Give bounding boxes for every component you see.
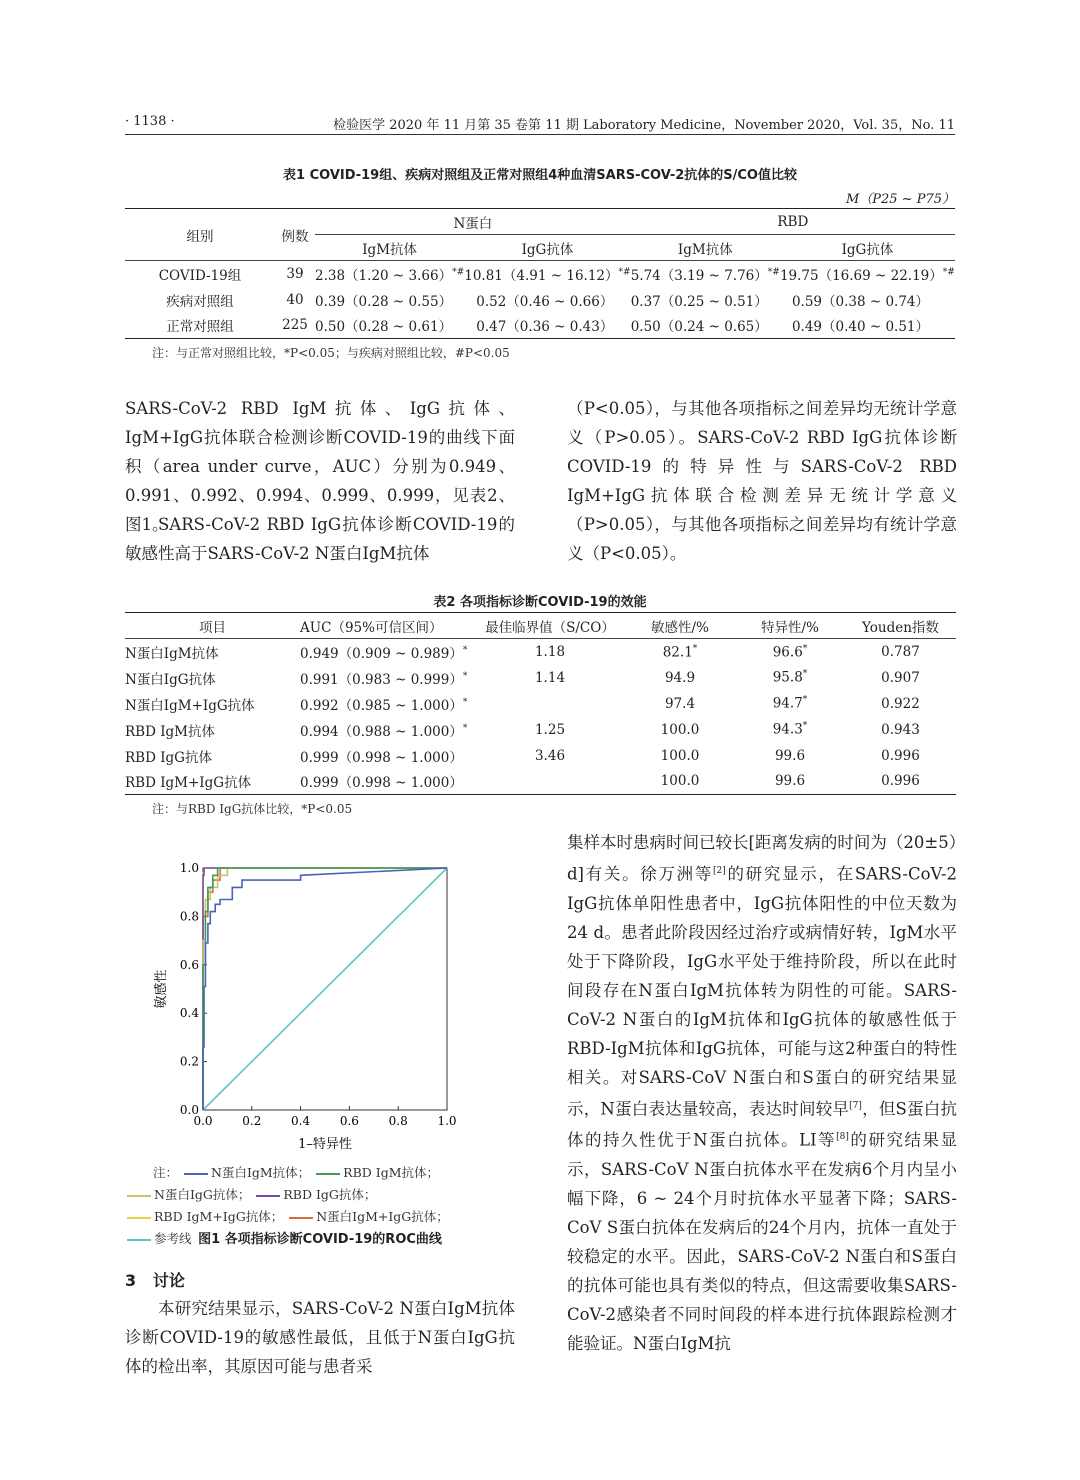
t1-head-igm1: IgM抗体 [362, 241, 418, 258]
t2-cell: 94.7* [772, 695, 808, 712]
y-tick-label: 0.6 [179, 957, 199, 972]
t2-cell: 0.994（0.988 ~ 1.000）* [300, 723, 468, 740]
legend-swatch [127, 1195, 151, 1197]
y-tick-label: 0.8 [179, 909, 199, 924]
t2-cell-item: N蛋白IgM抗体 [125, 645, 219, 662]
legend-label: 参考线 [154, 1231, 192, 1246]
t2-cell: 0.922 [881, 695, 920, 712]
legend-item [287, 1209, 449, 1224]
t2-head: 特异性/% [761, 619, 819, 636]
t2-cell: 100.0 [660, 747, 700, 764]
t2-cell-item: RBD IgM+IgG抗体 [125, 769, 300, 795]
table1-note: 注：与正常对照组比较，*P<0.05；与疾病对照组比较，#P<0.05 [152, 346, 510, 360]
y-tick-label: 0.0 [179, 1103, 199, 1117]
paragraph-left-1: SARS-CoV-2 RBD IgM抗体、IgG抗体、IgM+IgG抗体联合检测诊断COVID-19的曲线下面积（area under curve，AUC）分别为0.949、0.991、0.992、0.994、0.999、0.999，见表2、图1。 [125, 399, 515, 534]
t1-cell: 0.39（0.28 ~ 0.55） [315, 293, 453, 310]
table1-caption: 表1 COVID-19组、疾病对照组及正常对照组4种血清SARS-COV-2抗体的S/CO值比较 [283, 168, 797, 183]
x-tick-label: 0.6 [339, 1114, 359, 1128]
table-row [125, 665, 956, 691]
legend-swatch [127, 1217, 151, 1219]
t2-cell: 97.4 [664, 695, 696, 712]
page-number: · 1138 · [125, 114, 175, 129]
header-rule [125, 134, 955, 135]
legend-swatch [316, 1173, 340, 1175]
section-heading [125, 1268, 185, 1291]
t2-cell: 96.6* [772, 643, 808, 660]
t2-head: Youden指数 [862, 619, 939, 636]
legend-label: RBD IgM+IgG抗体； [154, 1209, 284, 1224]
t2-cell: 0.999（0.998 ~ 1.000） [300, 769, 475, 795]
t2-head: AUC（95%可信区间） [300, 619, 443, 636]
t1-head-group: 组别 [186, 228, 214, 245]
t2-cell [475, 769, 625, 795]
y-tick-label: 1.0 [179, 861, 199, 875]
t1-cell: 2.38（1.20 ~ 3.66）*# [315, 267, 465, 284]
t1-cell-group: 疾病对照组 [166, 293, 234, 310]
t2-cell: 0.949（0.909 ~ 0.989）* [300, 645, 468, 662]
x-axis-label: 1–特异性 [298, 1137, 352, 1152]
table1-unit: M（P25 ~ P75） [845, 192, 955, 207]
t2-cell: 94.9 [664, 669, 696, 686]
table-row [125, 287, 955, 313]
table2-caption: 表2 各项指标诊断COVID-19的效能 [433, 595, 647, 610]
journal-header: 检验医学 2020 年 11 月第 35 卷第 11 期 Laboratory Medicine，November 2020，Vol. 35，No. 11 [333, 118, 955, 133]
table2 [125, 612, 956, 795]
t1-head-nprotein: N蛋白 [315, 209, 631, 235]
legend-swatch [289, 1217, 313, 1219]
t1-cell-group: COVID-19组 [158, 267, 242, 284]
t2-cell: 82.1* [662, 643, 698, 660]
paragraph-left-2: SARS-CoV-2 RBD IgG抗体诊断COVID-19的敏感性高于SARS-CoV-2 N蛋白IgM抗体 [125, 515, 515, 563]
legend-item [314, 1165, 439, 1180]
table-row [125, 639, 956, 665]
t2-cell: 3.46 [534, 747, 566, 764]
y-tick-label: 0.2 [179, 1054, 199, 1069]
legend-label: RBD IgM抗体； [343, 1165, 440, 1180]
t1-cell-n: 39 [286, 265, 304, 282]
table-row [125, 717, 956, 743]
x-tick-label: 0.0 [193, 1114, 213, 1128]
t1-cell-n: 225 [282, 317, 308, 334]
t1-head-igg2: IgG抗体 [841, 241, 894, 258]
t1-cell: 10.81（4.91 ~ 16.12）*# [464, 267, 631, 284]
legend-item [254, 1187, 376, 1202]
t2-cell [475, 691, 625, 717]
table1 [125, 208, 955, 339]
t1-cell: 0.59（0.38 ~ 0.74） [791, 293, 930, 310]
t2-cell: 94.3* [772, 721, 808, 738]
t2-cell: 0.996 [881, 747, 920, 764]
legend-prefix: 注： [153, 1165, 179, 1180]
section-title: 讨论 [152, 1271, 185, 1290]
t1-cell: 0.37（0.25 ~ 0.51） [630, 293, 768, 310]
table-row [125, 261, 955, 287]
t2-cell: 0.991（0.983 ~ 0.999）* [300, 671, 468, 688]
t1-cell: 0.47（0.36 ~ 0.43） [476, 319, 614, 336]
legend-swatch [184, 1173, 208, 1175]
section-number: 3 [125, 1271, 137, 1290]
paragraph-right-1: （P<0.05），与其他各项指标之间差异均无统计学意义（P>0.05）。SARS-CoV-2 RBD IgG抗体诊断COVID-19的特异性与SARS-CoV-2 RBD IgM+IgG抗体联合检测差异无统计学意义（P>0.05），与其他各项指标之间差异均有统计学意义（P<0.05）。 [567, 399, 957, 563]
t2-cell: 99.6 [774, 747, 806, 764]
t2-head: 敏感性/% [651, 619, 709, 636]
t2-cell: 0.907 [881, 669, 920, 686]
t2-cell: 100.0 [660, 721, 700, 738]
t1-head-igg1: IgG抗体 [521, 241, 574, 258]
t2-head: 最佳临界值（S/CO） [485, 619, 615, 636]
t1-cell: 0.49（0.40 ~ 0.51） [791, 319, 930, 336]
t2-cell: 0.999（0.998 ~ 1.000） [300, 749, 463, 766]
t1-cell: 0.50（0.24 ~ 0.65） [630, 319, 768, 336]
t2-cell: 0.996 [845, 769, 956, 795]
legend-item [125, 1187, 250, 1202]
y-axis-label: 敏感性 [154, 969, 169, 1009]
x-tick-label: 0.4 [291, 1114, 311, 1128]
t2-cell: 95.8* [772, 669, 808, 686]
t1-cell: 0.50（0.28 ~ 0.61） [315, 319, 453, 336]
t2-cell: 0.943 [881, 721, 920, 738]
t2-cell-item: RBD IgG抗体 [125, 749, 212, 766]
t1-head-n: 例数 [281, 228, 309, 245]
t2-cell: 0.992（0.985 ~ 1.000）* [300, 697, 468, 714]
table-row [125, 691, 956, 717]
t2-cell-item: RBD IgM抗体 [125, 723, 215, 740]
t2-cell: 100.0 [625, 769, 735, 795]
roc-series-line [203, 868, 447, 1110]
paragraph-left-3: 本研究结果显示，SARS-CoV-2 N蛋白IgM抗体诊断COVID-19的敏感性最低，且低于N蛋白IgG抗体的检出率，其原因可能与患者采 [125, 1299, 515, 1376]
t2-cell: 1.25 [534, 721, 566, 738]
table-row [125, 769, 956, 795]
t1-cell-group: 正常对照组 [166, 319, 234, 336]
t2-cell-item: N蛋白IgG抗体 [125, 671, 216, 688]
t2-cell: 99.6 [735, 769, 845, 795]
t1-cell-n: 40 [286, 291, 304, 308]
legend-label: N蛋白IgG抗体； [154, 1187, 251, 1202]
x-tick-label: 1.0 [437, 1114, 457, 1128]
x-tick-label: 0.2 [242, 1114, 262, 1128]
t2-cell: 1.14 [534, 669, 566, 686]
table-row [125, 313, 955, 339]
figure1-caption: 图1 各项指标诊断COVID-19的ROC曲线 [198, 1232, 442, 1247]
t1-head-rbd: RBD [631, 209, 955, 235]
legend-item [182, 1165, 310, 1180]
legend-label: RBD IgG抗体； [283, 1187, 377, 1202]
legend-label: N蛋白IgM+IgG抗体； [316, 1209, 449, 1224]
t1-cell: 0.52（0.46 ~ 0.66） [476, 293, 614, 310]
t2-cell: 1.18 [534, 643, 566, 660]
t2-head: 项目 [199, 619, 226, 636]
paragraph-right-2: 集样本时患病时间已较长[距离发病的时间为（20±5）d]有关。徐万洲等[2]的研究显示，在SARS-CoV-2 IgG抗体单阳性患者中，IgG抗体阳性的中位天数为24 d。患者此阶段因经过治疗或病情好转，IgM水平处于下降阶段，IgG水平处于维持阶段，所以在此时间段存在N蛋白IgM抗体转为阴性的可能。SARS-CoV-2 N蛋白的IgM抗体和IgG抗体的敏感性低于RBD-IgM抗体和IgG抗体，可能与这2种蛋白的特性相关。对SARS-CoV N蛋白和S蛋白的研究结果显示，N蛋白表达量较高，表达时间较早[7]，但S蛋白抗体的持久性优于N蛋白抗体。LI等[8]的研究结果显示，SARS-CoV N蛋白抗体水平在发病6个月内呈小幅下降，6 ~ 24个月时抗体水平显著下降；SARS-CoV S蛋白抗体在发病后的24个月内，抗体一直处于较稳定的水平。因此，SARS-CoV-2 N蛋白和S蛋白的抗体可能也具有类似的特点，但这需要收集SARS-CoV-2感染者不同时间段的样本进行抗体跟踪检测才能验证。N蛋白IgM抗 [567, 833, 958, 1353]
t1-cell: 5.74（3.19 ~ 7.76）*# [630, 267, 780, 284]
t1-head-igm2: IgM抗体 [677, 241, 733, 258]
y-tick-label: 0.4 [179, 1006, 199, 1021]
t2-cell: 0.787 [881, 643, 920, 660]
x-tick-label: 0.8 [388, 1114, 408, 1128]
table2-note: 注：与RBD IgG抗体比较，*P<0.05 [152, 802, 353, 816]
t1-cell: 19.75（16.69 ~ 22.19）*# [779, 267, 955, 284]
legend-item [125, 1209, 283, 1224]
legend-label: N蛋白IgM抗体； [211, 1165, 311, 1180]
t2-cell-item: N蛋白IgM+IgG抗体 [125, 697, 255, 714]
roc-chart [125, 850, 515, 1160]
legend-swatch [256, 1195, 280, 1197]
table-row [125, 743, 956, 769]
